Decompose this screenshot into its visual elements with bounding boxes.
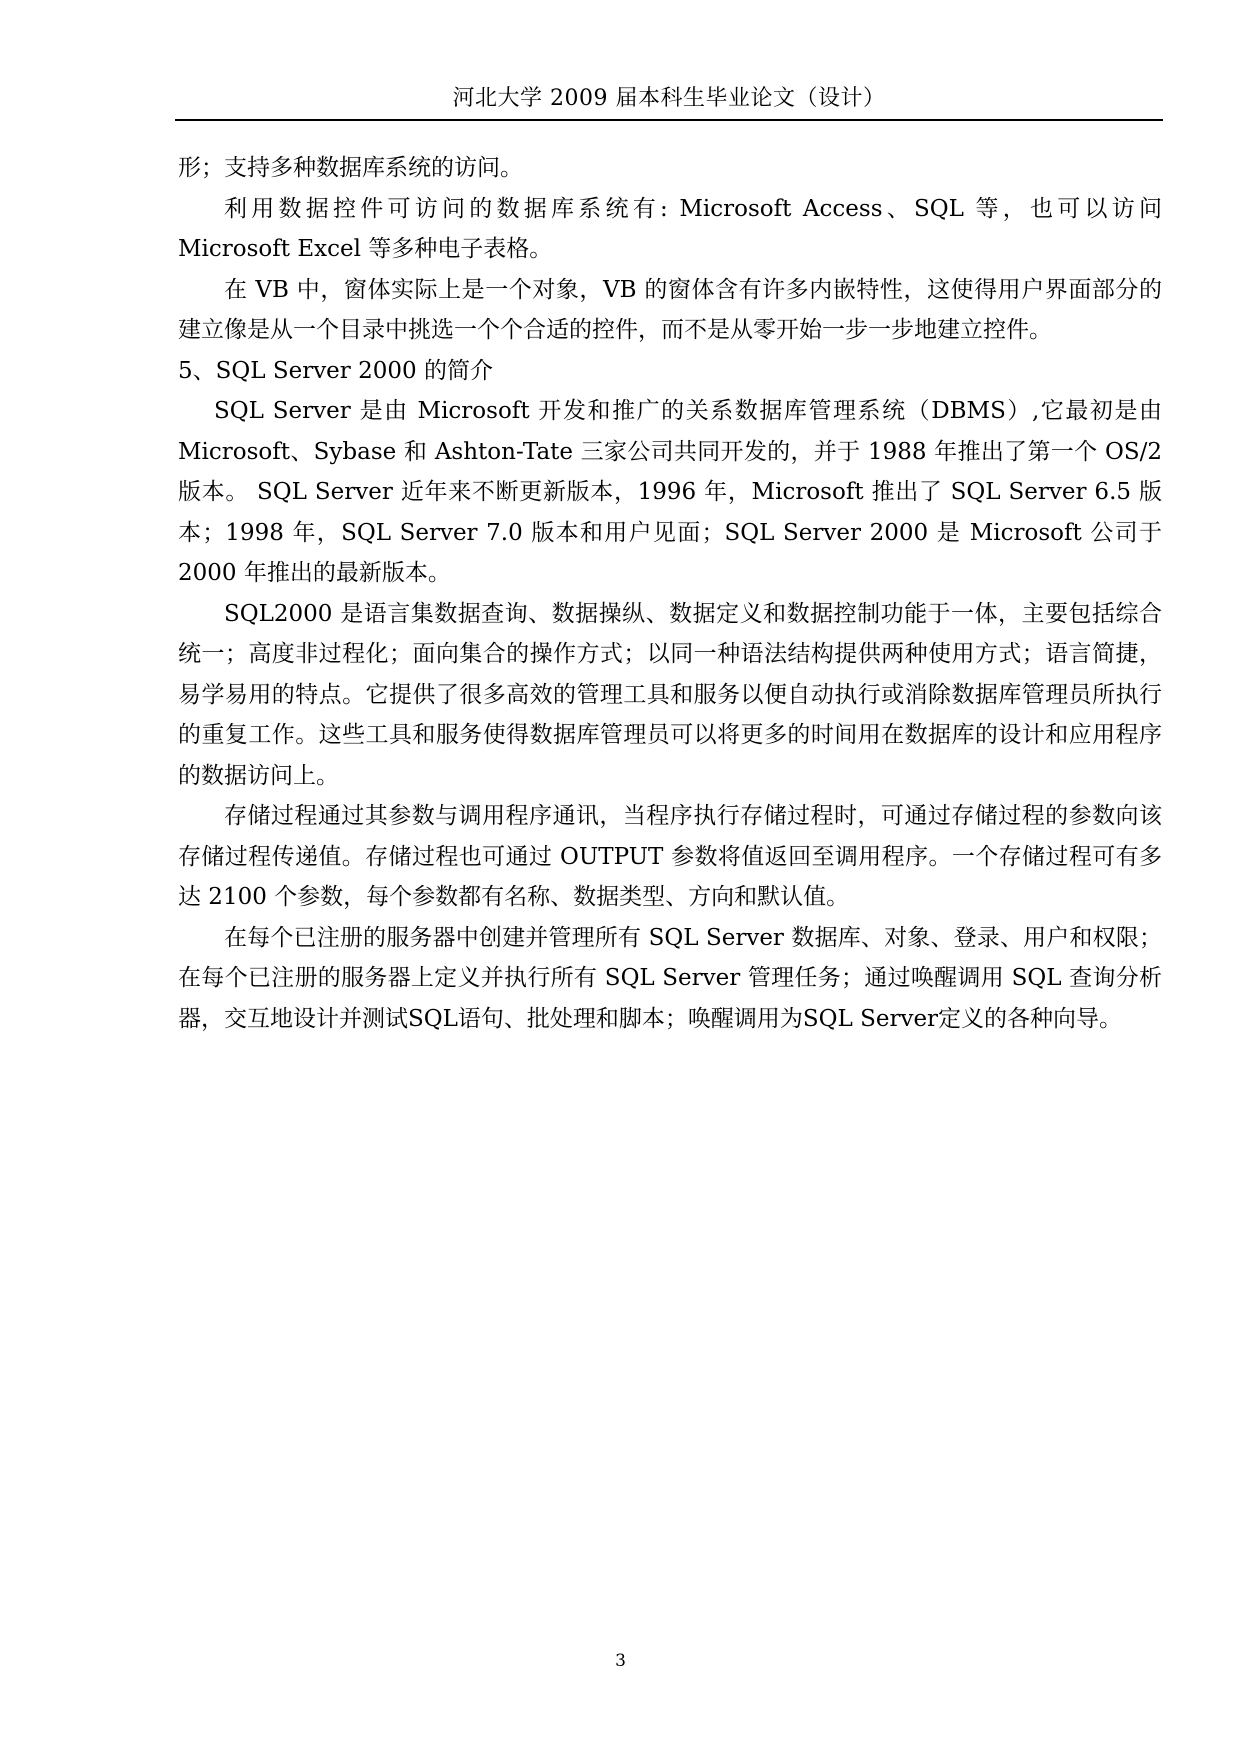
- paragraph-sql2000-features: SQL2000 是语言集数据查询、数据操纵、数据定义和数据控制功能于一体，主要包括综合统一；高度非过程化；面向集合的操作方式；以同一种语法结构提供两种使用方式；语言简捷，易学易用的特点。它提供了很多高效的管理工具和服务以便自动执行或消除数据库管理员所执行的重复工作。这些工具和服务使得数据库管理员可以将更多的时间用在数据库的设计和应用程序的数据访问上。: [178, 600, 1162, 789]
- paragraph-vb-forms: 在 VB 中，窗体实际上是一个对象，VB 的窗体含有许多内嵌特性，这使得用户界面部分的建立像是从一个目录中挑选一个个合适的控件，而不是从零开始一步一步地建立控件。: [178, 276, 1162, 343]
- paragraph-stored-procedures: 存储过程通过其参数与调用程序通讯，当程序执行存储过程时，可通过存储过程的参数向该存储过程传递值。存储过程也可通过 OUTPUT 参数将值返回至调用程序。一个存储过程可有多达 2100 个参数，每个参数都有名称、数据类型、方向和默认值。: [178, 803, 1162, 910]
- page-number: 3: [615, 1651, 626, 1671]
- paragraph-continuation: 形；支持多种数据库系统的访问。: [178, 155, 523, 181]
- paragraph-server-management: 在每个已注册的服务器中创建并管理所有 SQL Server 数据库、对象、登录、用户和权限；在每个已注册的服务器上定义并执行所有 SQL Server 管理任务；通过唤醒调用 SQL 查询分析器，交互地设计并测试SQL语句、批处理和脚本；唤醒调用为SQL Server定义的各种向导。: [178, 924, 1162, 1032]
- header-divider: [175, 119, 1163, 121]
- paragraph-data-controls: 利用数据控件可访问的数据库系统有: Microsoft Access、SQL 等，也可以访问 Microsoft Excel 等多种电子表格。: [178, 195, 1162, 262]
- page-header: 河北大学 2009 届本科生毕业论文（设计）: [452, 86, 886, 111]
- paragraph-sql-server-history: SQL Server 是由 Microsoft 开发和推广的关系数据库管理系统（DBMS）,它最初是由 Microsoft、Sybase 和 Ashton-Tate 三家公司共同开发的，并于 1988 年推出了第一个 OS/2 版本。 SQL Server 近年来不断更新版本，1996 年，Microsoft 推出了 SQL Server 6.5 版本；1998 年，SQL Server 7.0 版本和用户见面；SQL Server 2000 是 Microsoft 公司于 2000 年推出的最新版本。: [178, 398, 1162, 586]
- section-heading: 5、SQL Server 2000 的简介: [178, 357, 493, 384]
- document-body: [178, 148, 1162, 1039]
